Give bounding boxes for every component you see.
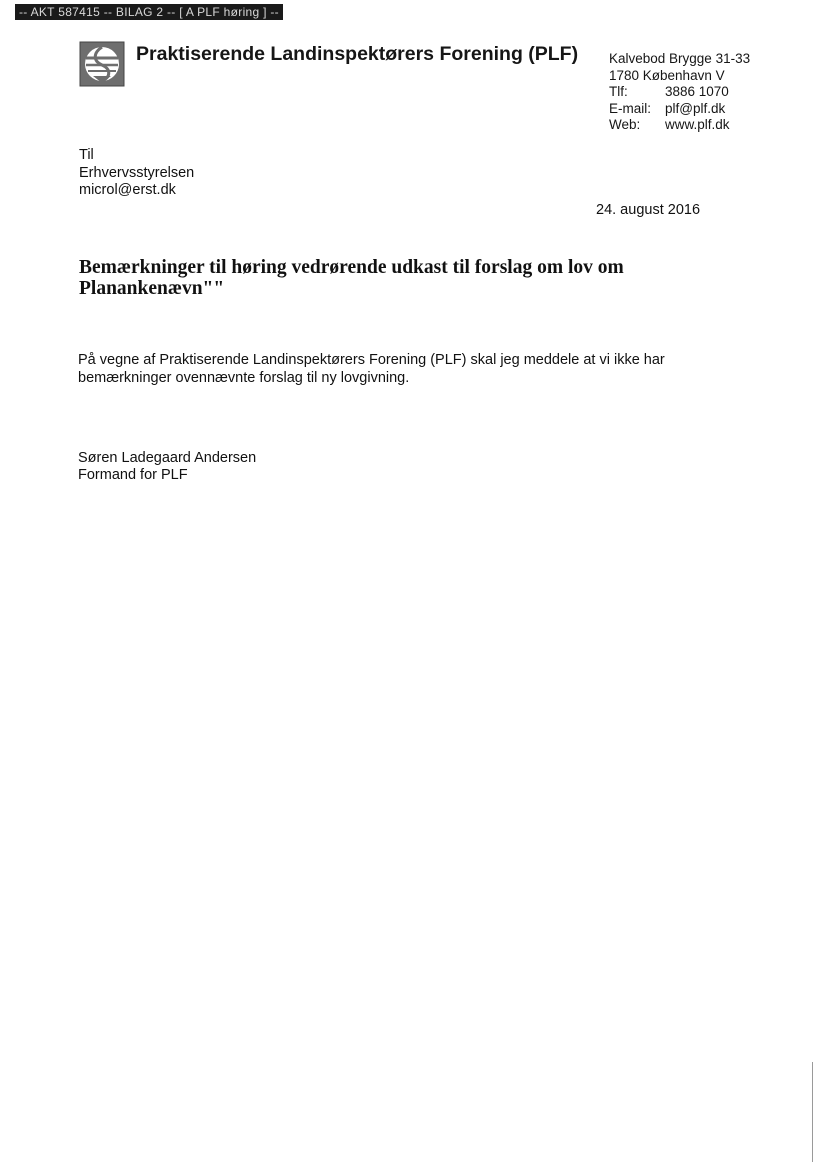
contact-block (609, 51, 750, 134)
email-label: E-mail: (609, 100, 652, 116)
recipient-line-2: Erhvervsstyrelsen (79, 164, 195, 181)
web-row (609, 117, 750, 134)
organization-name: Praktiserende Landinspektørers Forening (PLF) (136, 43, 579, 65)
archive-stamp: -- AKT 587415 -- BILAG 2 -- [ A PLF høring ] -- (15, 4, 283, 20)
email-row (609, 101, 750, 118)
phone-row (609, 84, 750, 101)
body-line-2: bemærkninger ovennævnte forslag til ny lovgivning. (78, 370, 410, 386)
signatory-title: Formand for PLF (78, 467, 188, 483)
address-line-2: 1780 København V (609, 67, 725, 83)
web-label: Web: (609, 117, 641, 132)
address-line-1: Kalvebod Brygge 31-33 (609, 51, 751, 66)
letter-body (78, 351, 698, 387)
phone-value: 3886 1070 (665, 84, 729, 99)
subject-heading (79, 257, 639, 299)
recipient-block (79, 147, 194, 200)
web-value[interactable]: www.plf.dk (665, 117, 730, 132)
subject-line-1: Bemærkninger til høring vedrørende udkast til forslag om lov om (79, 257, 624, 278)
plf-logo-icon (79, 41, 125, 87)
signatory-name: Søren Ladegaard Andersen (78, 450, 257, 466)
phone-label: Tlf: (609, 84, 628, 99)
body-line-1: På vegne af Praktiserende Landinspektørers Forening (PLF) skal jeg meddele at vi ikke har (78, 352, 665, 368)
letter-date: 24. august 2016 (596, 202, 701, 218)
scan-edge-line (812, 1062, 813, 1162)
recipient-email[interactable]: microl@erst.dk (79, 182, 176, 198)
email-value[interactable]: plf@plf.dk (665, 100, 726, 116)
signature-block (78, 450, 256, 484)
subject-line-2: Planankenævn"" (79, 278, 225, 299)
recipient-line-1: Til (79, 147, 94, 163)
